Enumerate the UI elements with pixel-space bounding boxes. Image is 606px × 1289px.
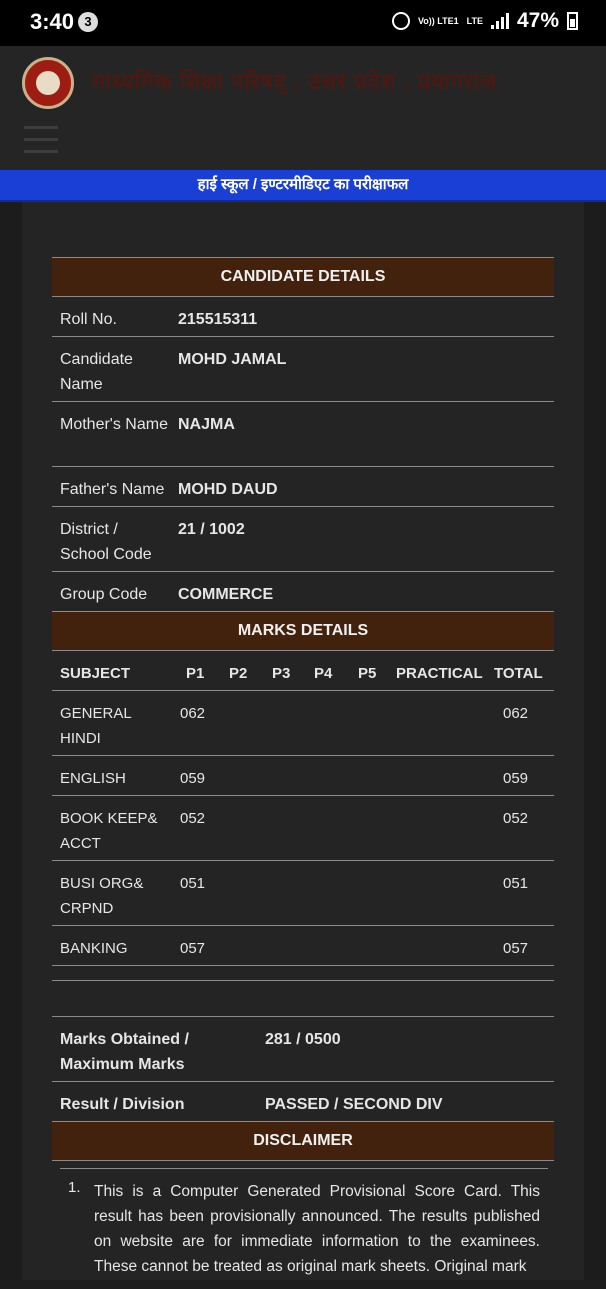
marks-obtained: 281 / 0500 bbox=[265, 1031, 341, 1048]
result-card bbox=[22, 202, 584, 1280]
column-header: P4 bbox=[314, 665, 333, 682]
candidate-details-table bbox=[52, 257, 554, 981]
column-header: P1 bbox=[186, 665, 205, 682]
column-header: P2 bbox=[229, 665, 248, 682]
table-row bbox=[52, 796, 554, 861]
total-marks: 052 bbox=[503, 810, 529, 827]
battery-icon bbox=[567, 12, 578, 30]
table-row bbox=[52, 926, 554, 966]
row-label: Marks Obtained / Maximum Marks bbox=[60, 1031, 189, 1073]
table-row bbox=[52, 572, 554, 612]
subject-name: BOOK KEEP& ACCT bbox=[60, 810, 158, 852]
row-label: Result / Division bbox=[60, 1096, 185, 1113]
battery-percent: 47% bbox=[516, 9, 559, 32]
disclaimer-text: This is a Computer Generated Provisional Score Card. This result has been provisionally announced. The results published on website are for immediate information to the examinees. These cannot be treated as original mark sheets. Original mark bbox=[94, 1183, 540, 1275]
total-marks: 051 bbox=[503, 875, 529, 892]
disclaimer-heading: DISCLAIMER bbox=[52, 1122, 554, 1161]
candidate-name: MOHD JAMAL bbox=[178, 351, 287, 368]
disclaimer-list bbox=[60, 1168, 548, 1289]
result-division: PASSED / SECOND DIV bbox=[265, 1096, 443, 1113]
candidate-details-heading: CANDIDATE DETAILS bbox=[52, 257, 554, 297]
p1-marks: 062 bbox=[180, 705, 206, 722]
status-bar bbox=[0, 0, 606, 46]
row-label: Group Code bbox=[60, 586, 148, 603]
roll-number: 215515311 bbox=[178, 311, 258, 328]
disclaimer-number: 1. bbox=[68, 1179, 81, 1196]
signal-icon bbox=[491, 13, 509, 29]
table-spacer-row bbox=[52, 966, 554, 981]
result-summary-table bbox=[52, 1016, 554, 1161]
subject-name: BANKING bbox=[60, 940, 128, 957]
subject-name: GENERAL HINDI bbox=[60, 705, 132, 747]
site-header bbox=[0, 46, 606, 170]
table-row bbox=[52, 691, 554, 756]
table-row bbox=[52, 402, 554, 467]
table-row bbox=[52, 1082, 554, 1122]
notification-count-badge: 3 bbox=[78, 12, 98, 32]
table-row bbox=[52, 467, 554, 507]
total-marks: 057 bbox=[503, 940, 529, 957]
column-header: P3 bbox=[272, 665, 291, 682]
mother-name: NAJMA bbox=[178, 416, 235, 433]
row-label: District / School Code bbox=[60, 521, 152, 563]
marks-details-heading: MARKS DETAILS bbox=[52, 612, 554, 651]
p1-marks: 051 bbox=[180, 875, 206, 892]
row-label: Mother's Name bbox=[60, 416, 168, 433]
p1-marks: 059 bbox=[180, 770, 206, 787]
p1-marks: 057 bbox=[180, 940, 206, 957]
row-label: Father's Name bbox=[60, 481, 165, 498]
table-row bbox=[52, 1017, 554, 1082]
site-title: माध्यमिक शिक्षा परिषद् , उत्तर प्रदेश , प्रयागराज bbox=[92, 69, 498, 94]
table-row bbox=[52, 297, 554, 337]
column-header: PRACTICAL bbox=[396, 665, 483, 682]
menu-icon[interactable] bbox=[24, 126, 58, 156]
father-name: MOHD DAUD bbox=[178, 481, 278, 498]
column-header: SUBJECT bbox=[60, 665, 131, 682]
subject-name: BUSI ORG& CRPND bbox=[60, 875, 144, 917]
column-header: TOTAL bbox=[494, 665, 543, 682]
subject-name: ENGLISH bbox=[60, 770, 126, 787]
alarm-icon bbox=[392, 12, 410, 30]
row-label: Candidate Name bbox=[60, 351, 133, 393]
status-icons bbox=[392, 9, 578, 33]
table-row bbox=[52, 756, 554, 796]
p1-marks: 052 bbox=[180, 810, 206, 827]
table-row bbox=[52, 337, 554, 402]
marks-header-row bbox=[52, 651, 554, 691]
column-header: P5 bbox=[358, 665, 377, 682]
status-time: 3:40 bbox=[30, 9, 75, 34]
group-code: COMMERCE bbox=[178, 586, 274, 603]
table-row bbox=[52, 507, 554, 572]
total-marks: 059 bbox=[503, 770, 529, 787]
network-type: LTE bbox=[466, 16, 483, 26]
total-marks: 062 bbox=[503, 705, 529, 722]
district-school-code: 21 / 1002 bbox=[178, 521, 245, 538]
table-row bbox=[52, 861, 554, 926]
row-label: Roll No. bbox=[60, 311, 117, 328]
results-banner: हाई स्कूल / इण्टरमीडिएट का परीक्षाफल bbox=[0, 170, 606, 202]
board-logo bbox=[22, 57, 74, 109]
volte-indicator: Vo)) LTE1 bbox=[417, 16, 459, 26]
